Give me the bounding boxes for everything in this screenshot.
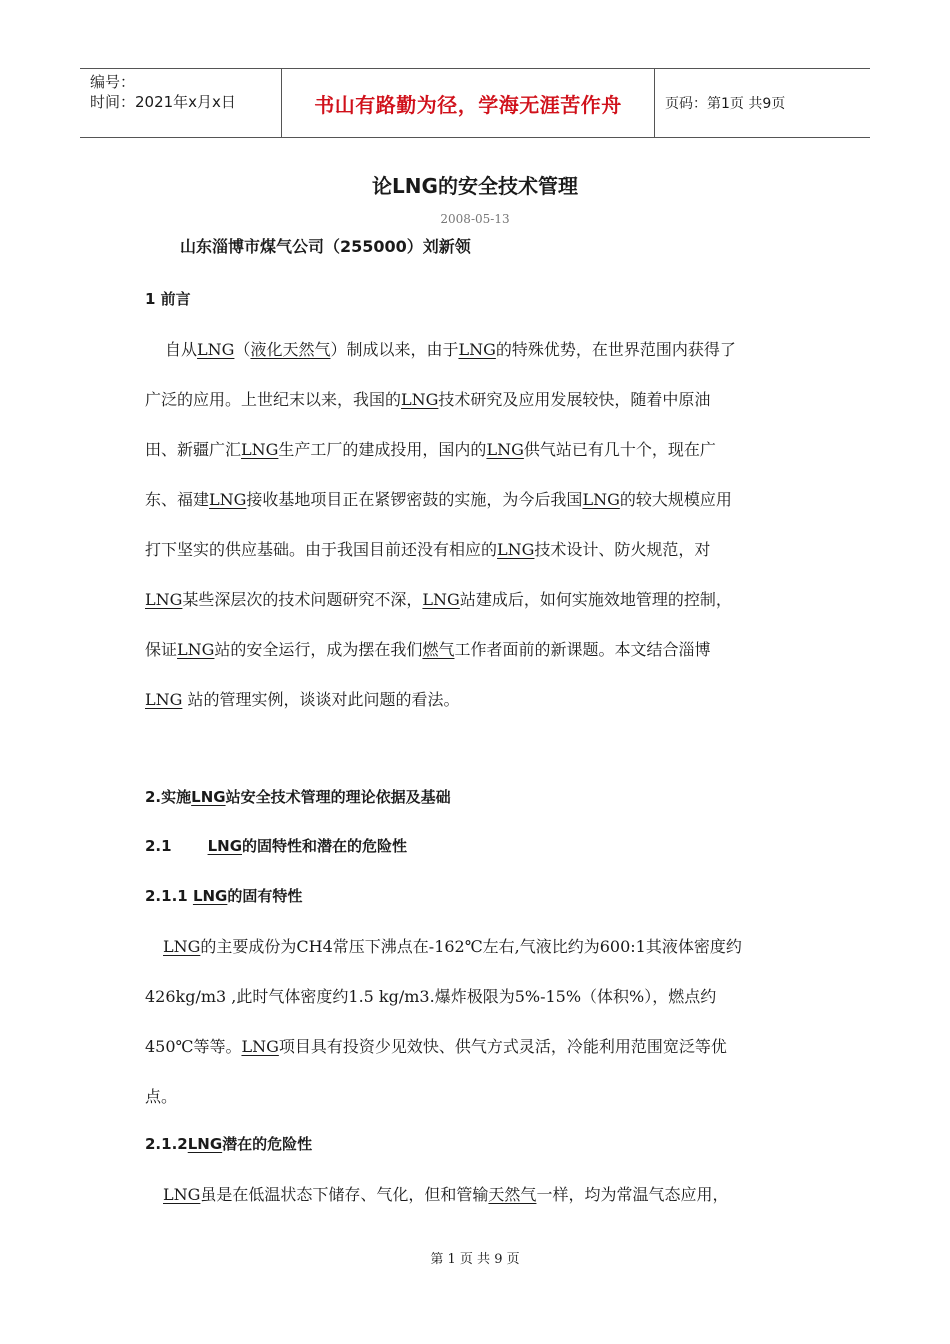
- term-link[interactable]: LNG: [145, 590, 183, 609]
- term-link[interactable]: LNG: [422, 590, 460, 609]
- term-link[interactable]: LNG: [163, 1185, 201, 1204]
- term-link[interactable]: LNG: [486, 440, 524, 459]
- term-link[interactable]: 液化天然气: [250, 340, 331, 359]
- paragraph-line: 广泛的应用。上世纪末以来，我国的LNG技术研究及应用发展较快，随着中原油: [145, 390, 711, 409]
- section-2-1-2-heading: 2.1.2LNG潜在的危险性: [145, 1135, 313, 1153]
- paragraph-line: 东、福建LNG接收基地项目正在紧锣密鼓的实施，为今后我国LNG的较大规模应用: [145, 490, 732, 509]
- term-link[interactable]: LNG: [458, 340, 496, 359]
- paragraph-line: LNG 站的管理实例，谈谈对此问题的看法。: [145, 690, 460, 709]
- term-link[interactable]: LNG: [197, 340, 235, 359]
- term-link[interactable]: LNG: [582, 490, 620, 509]
- article-author: 山东淄博市煤气公司（255000）刘新领: [180, 237, 471, 256]
- term-link[interactable]: LNG: [145, 690, 183, 709]
- section-2-heading: 2.实施LNG站安全技术管理的理论依据及基础: [145, 788, 451, 806]
- term-link[interactable]: LNG: [401, 390, 439, 409]
- term-link[interactable]: LNG: [207, 837, 243, 855]
- term-link[interactable]: 天然气: [488, 1185, 537, 1204]
- term-link[interactable]: LNG: [209, 490, 247, 509]
- paragraph-line: LNG的主要成份为CH4常压下沸点在-162℃左右,气液比约为600:1其液体密度约: [163, 937, 742, 956]
- paragraph-line: LNG虽是在低温状态下储存、气化，但和管输天然气一样，均为常温气态应用，: [163, 1185, 729, 1204]
- time-label: 时间：2021年x月x日: [90, 93, 236, 111]
- paragraph-line: 保证LNG站的安全运行，成为摆在我们燃气工作者面前的新课题。本文结合淄博: [145, 640, 711, 659]
- article-date: 2008-05-13: [440, 212, 510, 226]
- section-2-1-1-heading: 2.1.1 LNG的固有特性: [145, 887, 303, 905]
- term-link[interactable]: LNG: [192, 887, 228, 905]
- header-meta: [80, 69, 282, 137]
- paragraph-line: 打下坚实的供应基础。由于我国目前还没有相应的LNG技术设计、防火规范，对: [145, 540, 711, 559]
- paragraph-line: 自从LNG（液化天然气）制成以来，由于LNG的特殊优势，在世界范围内获得了: [165, 340, 736, 359]
- section-2-1-heading: 2.1 LNG的固特性和潜在的危险性: [145, 837, 408, 855]
- paragraph-line: 426kg/m3 ,此时气体密度约1.5 kg/m3.爆炸极限为5%-15%（体积%），燃点约: [145, 987, 717, 1006]
- term-link[interactable]: 燃气: [422, 640, 455, 659]
- term-link[interactable]: LNG: [497, 540, 535, 559]
- term-link[interactable]: LNG: [241, 1037, 279, 1056]
- term-link[interactable]: LNG: [177, 640, 215, 659]
- section-1-heading: 1 前言: [145, 290, 191, 308]
- term-link[interactable]: LNG: [241, 440, 279, 459]
- header-table: [80, 68, 870, 138]
- paragraph-line: LNG某些深层次的技术问题研究不深，LNG站建成后，如何实施效地管理的控制，: [145, 590, 732, 609]
- header-page-cell: [655, 69, 870, 137]
- page-label: 页码：第1页 共9页: [665, 96, 786, 112]
- page-footer: 第 1 页 共 9 页: [430, 1252, 520, 1267]
- number-label: 编号：: [90, 73, 136, 91]
- paragraph-line: 点。: [145, 1087, 178, 1106]
- term-link[interactable]: LNG: [191, 788, 226, 806]
- term-link[interactable]: LNG: [163, 937, 201, 956]
- term-link[interactable]: LNG: [187, 1135, 223, 1153]
- header-motto-cell: [282, 69, 655, 137]
- paragraph-line: 田、新疆广汇LNG生产工厂的建成投用，国内的LNG供气站已有几十个，现在广: [145, 440, 716, 459]
- motto: 书山有路勤为径，学海无涯苦作舟: [314, 92, 622, 117]
- page-title: 论LNG的安全技术管理: [372, 174, 578, 198]
- paragraph-line: 450℃等等。LNG项目具有投资少见效快、供气方式灵活，冷能利用范围宽泛等优: [145, 1037, 727, 1056]
